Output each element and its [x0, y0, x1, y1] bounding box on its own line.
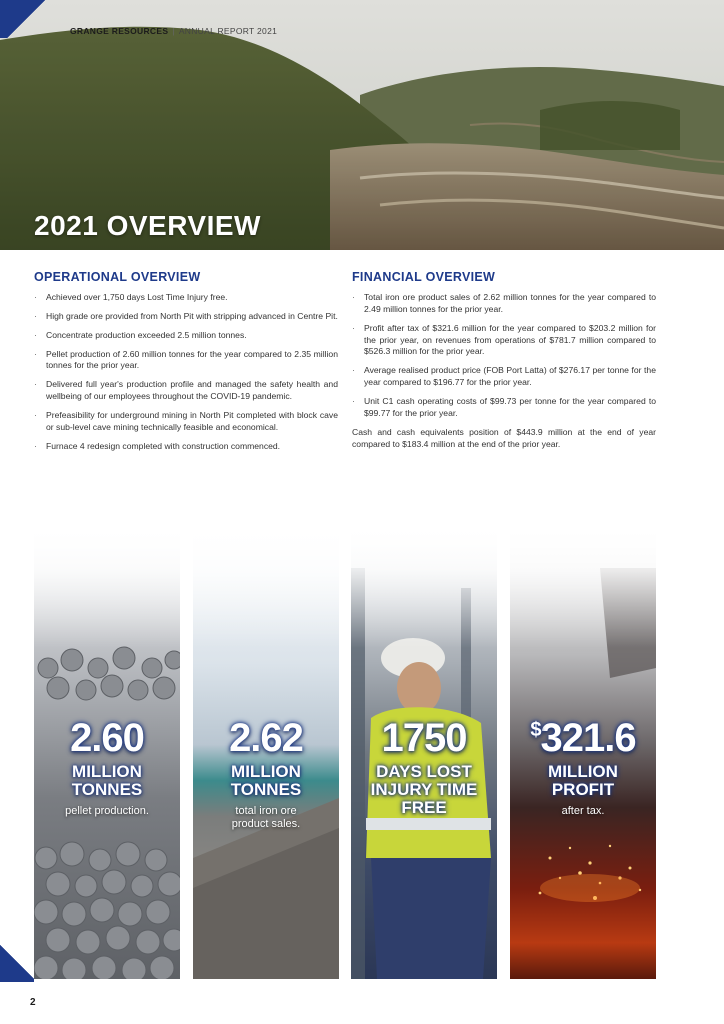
list-item: · Achieved over 1,750 days Lost Time Injury free. — [34, 292, 228, 302]
stat-unit: DAYS LOST INJURY TIME FREE — [370, 762, 478, 817]
stat-value: 2.62 — [229, 716, 303, 760]
financial-overview-section — [352, 270, 656, 450]
operational-heading: OPERATIONAL OVERVIEW — [34, 270, 201, 284]
list-item: · Delivered full year's production profile and managed the safety health and wellbeing of our employees throughout the COVID-19 pandemic. — [34, 379, 338, 402]
stat-description: total iron ore product sales. — [231, 804, 301, 830]
stat-block — [351, 718, 497, 817]
hero-banner — [0, 0, 724, 250]
financial-list — [352, 292, 656, 420]
operational-overview-section — [34, 270, 338, 460]
list-item: · Total iron ore product sales of 2.62 million tonnes for the year compared to 2.49 million tonnes for the prior year. — [352, 292, 656, 314]
bullet-icon: · — [34, 410, 37, 421]
stat-description: pellet production. — [65, 804, 149, 817]
bullet-icon: · — [34, 310, 37, 321]
stat-panel-pellet-production — [34, 528, 180, 979]
stat-unit: MILLION PROFIT — [548, 762, 618, 799]
bullet-icon: · — [34, 329, 37, 340]
corner-accent-stripe — [0, 938, 34, 982]
stat-value: 2.60 — [70, 716, 144, 760]
stat-panel-injury-free — [351, 528, 497, 979]
currency-symbol: $ — [530, 719, 541, 741]
page-number: 2 — [30, 997, 36, 1008]
operational-list — [34, 292, 338, 453]
running-header — [70, 26, 277, 36]
stat-unit: MILLION TONNES — [71, 762, 143, 799]
stat-block — [34, 718, 180, 818]
bullet-icon: · — [34, 379, 37, 390]
stat-value: $321.6 — [530, 716, 636, 760]
list-item: · High grade ore provided from North Pit with stripping advanced in Centre Pit. — [34, 310, 338, 321]
stat-description: after tax. — [561, 804, 605, 817]
bullet-icon: · — [352, 396, 355, 407]
bullet-icon: · — [352, 292, 355, 302]
bullet-icon: · — [34, 348, 37, 359]
list-item: · Average realised product price (FOB Port Latta) of $276.17 per tonne for the year compared to $196.77 for the prior year. — [352, 365, 656, 388]
header-separator: | — [172, 26, 175, 36]
bullet-icon: · — [34, 292, 37, 302]
company-name: GRANGE RESOURCES — [70, 26, 169, 36]
list-item: · Profit after tax of $321.6 million for the year compared to $203.2 million for the prior year, on revenues from operations of $781.7 million compared to $526.3 million for the prior year. — [352, 322, 656, 357]
stat-unit: MILLION TONNES — [230, 762, 302, 799]
bullet-icon: · — [352, 365, 355, 376]
list-item: · Prefeasibility for underground mining in North Pit completed with block cave or sub-level cave mining technically feasible and economical. — [34, 410, 338, 432]
bullet-icon: · — [352, 322, 355, 333]
page-title: 2021 OVERVIEW — [34, 210, 261, 241]
stat-value: 1750 — [381, 716, 467, 760]
report-name: ANNUAL REPORT 2021 — [178, 26, 278, 36]
cash-position-paragraph: Cash and cash equivalents position of $443.9 million at the end of year compared to $183.4 million at the end of the prior year. — [352, 426, 656, 449]
bullet-icon: · — [34, 440, 37, 451]
stat-panel-product-sales — [193, 528, 339, 979]
list-item: · Concentrate production exceeded 2.5 million tonnes. — [34, 329, 247, 340]
stat-block — [510, 718, 656, 818]
stat-block — [193, 718, 339, 831]
list-item: · Unit C1 cash operating costs of $99.73 per tonne for the year compared to $99.77 for the prior year. — [352, 396, 656, 418]
stat-panel-profit — [510, 528, 656, 979]
corner-accent-stripe — [0, 0, 70, 38]
list-item: · Furnace 4 redesign completed with construction commenced. — [34, 440, 281, 451]
list-item: · Pellet production of 2.60 million tonnes for the year compared to 2.35 million tonnes for the prior year. — [34, 348, 338, 371]
financial-heading: FINANCIAL OVERVIEW — [352, 270, 496, 284]
